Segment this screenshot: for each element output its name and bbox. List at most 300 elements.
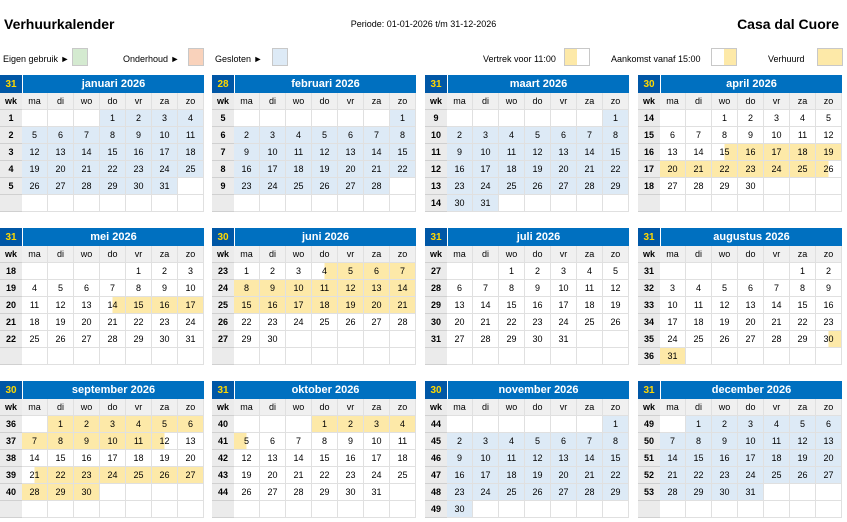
day-cell[interactable]: 31 xyxy=(660,348,686,365)
day-cell[interactable]: 18 xyxy=(499,161,525,178)
day-cell[interactable]: 9 xyxy=(738,127,764,144)
day-cell[interactable]: 21 xyxy=(74,161,100,178)
day-cell[interactable]: 15 xyxy=(48,450,74,467)
day-cell[interactable]: 8 xyxy=(234,280,260,297)
day-cell[interactable]: 18 xyxy=(390,450,416,467)
day-cell[interactable]: 14 xyxy=(100,297,126,314)
day-cell[interactable]: 6 xyxy=(338,127,364,144)
day-cell[interactable]: 4 xyxy=(390,416,416,433)
day-cell[interactable]: 12 xyxy=(525,144,551,161)
day-cell[interactable]: 21 xyxy=(286,467,312,484)
day-cell[interactable]: 18 xyxy=(499,467,525,484)
day-cell[interactable]: 23 xyxy=(234,178,260,195)
day-cell[interactable]: 27 xyxy=(816,467,842,484)
day-cell[interactable]: 30 xyxy=(338,484,364,501)
day-cell[interactable]: 6 xyxy=(178,416,204,433)
day-cell[interactable]: 11 xyxy=(577,280,603,297)
day-cell[interactable]: 22 xyxy=(499,314,525,331)
day-cell[interactable]: 24 xyxy=(551,314,577,331)
day-cell[interactable]: 19 xyxy=(22,161,48,178)
day-cell[interactable]: 18 xyxy=(312,297,338,314)
day-cell[interactable]: 17 xyxy=(473,467,499,484)
day-cell[interactable]: 1 xyxy=(390,110,416,127)
day-cell[interactable]: 31 xyxy=(473,195,499,212)
day-cell[interactable]: 4 xyxy=(499,433,525,450)
day-cell[interactable]: 12 xyxy=(338,280,364,297)
day-cell[interactable]: 26 xyxy=(816,161,842,178)
day-cell[interactable]: 3 xyxy=(660,280,686,297)
day-cell[interactable]: 6 xyxy=(48,127,74,144)
day-cell[interactable]: 21 xyxy=(577,161,603,178)
day-cell[interactable]: 9 xyxy=(447,144,473,161)
day-cell[interactable]: 4 xyxy=(126,416,152,433)
day-cell[interactable]: 28 xyxy=(74,178,100,195)
day-cell[interactable]: 11 xyxy=(22,297,48,314)
day-cell[interactable]: 20 xyxy=(551,161,577,178)
day-cell[interactable]: 8 xyxy=(499,280,525,297)
day-cell[interactable]: 3 xyxy=(152,110,178,127)
day-cell[interactable]: 17 xyxy=(738,450,764,467)
day-cell[interactable]: 2 xyxy=(74,416,100,433)
day-cell[interactable]: 12 xyxy=(603,280,629,297)
day-cell[interactable]: 24 xyxy=(152,161,178,178)
day-cell[interactable]: 19 xyxy=(712,314,738,331)
day-cell[interactable]: 17 xyxy=(100,450,126,467)
day-cell[interactable]: 14 xyxy=(660,450,686,467)
day-cell[interactable]: 25 xyxy=(686,331,712,348)
day-cell[interactable]: 6 xyxy=(551,127,577,144)
day-cell[interactable]: 6 xyxy=(738,280,764,297)
day-cell[interactable]: 24 xyxy=(286,314,312,331)
day-cell[interactable]: 20 xyxy=(660,161,686,178)
day-cell[interactable]: 2 xyxy=(525,263,551,280)
day-cell[interactable]: 19 xyxy=(525,467,551,484)
day-cell[interactable]: 17 xyxy=(473,161,499,178)
day-cell[interactable]: 13 xyxy=(738,297,764,314)
day-cell[interactable]: 5 xyxy=(790,416,816,433)
day-cell[interactable]: 23 xyxy=(126,161,152,178)
day-cell[interactable]: 6 xyxy=(660,127,686,144)
day-cell[interactable]: 4 xyxy=(286,127,312,144)
day-cell[interactable]: 23 xyxy=(338,467,364,484)
day-cell[interactable]: 12 xyxy=(525,450,551,467)
day-cell[interactable]: 24 xyxy=(738,467,764,484)
day-cell[interactable]: 26 xyxy=(603,314,629,331)
day-cell[interactable]: 7 xyxy=(764,280,790,297)
day-cell[interactable]: 19 xyxy=(312,161,338,178)
day-cell[interactable]: 17 xyxy=(551,297,577,314)
day-cell[interactable]: 19 xyxy=(234,467,260,484)
day-cell[interactable]: 20 xyxy=(447,314,473,331)
day-cell[interactable]: 4 xyxy=(790,110,816,127)
day-cell[interactable]: 22 xyxy=(234,314,260,331)
day-cell[interactable]: 10 xyxy=(178,280,204,297)
day-cell[interactable]: 1 xyxy=(790,263,816,280)
day-cell[interactable]: 10 xyxy=(100,433,126,450)
day-cell[interactable]: 28 xyxy=(686,178,712,195)
day-cell[interactable]: 14 xyxy=(577,144,603,161)
day-cell[interactable]: 5 xyxy=(338,263,364,280)
day-cell[interactable]: 4 xyxy=(312,263,338,280)
day-cell[interactable]: 10 xyxy=(473,144,499,161)
day-cell[interactable]: 9 xyxy=(816,280,842,297)
day-cell[interactable]: 21 xyxy=(100,314,126,331)
day-cell[interactable]: 29 xyxy=(712,178,738,195)
day-cell[interactable]: 25 xyxy=(312,314,338,331)
day-cell[interactable]: 15 xyxy=(686,450,712,467)
day-cell[interactable]: 24 xyxy=(178,314,204,331)
day-cell[interactable]: 21 xyxy=(364,161,390,178)
day-cell[interactable]: 12 xyxy=(790,433,816,450)
day-cell[interactable]: 27 xyxy=(74,331,100,348)
day-cell[interactable]: 10 xyxy=(260,144,286,161)
day-cell[interactable]: 26 xyxy=(338,314,364,331)
day-cell[interactable]: 27 xyxy=(551,484,577,501)
day-cell[interactable]: 10 xyxy=(764,127,790,144)
day-cell[interactable]: 27 xyxy=(551,178,577,195)
day-cell[interactable]: 9 xyxy=(74,433,100,450)
day-cell[interactable]: 26 xyxy=(48,331,74,348)
day-cell[interactable]: 9 xyxy=(260,280,286,297)
day-cell[interactable]: 6 xyxy=(816,416,842,433)
day-cell[interactable]: 12 xyxy=(234,450,260,467)
day-cell[interactable]: 2 xyxy=(738,110,764,127)
day-cell[interactable]: 29 xyxy=(499,331,525,348)
day-cell[interactable]: 15 xyxy=(100,144,126,161)
day-cell[interactable]: 1 xyxy=(48,416,74,433)
day-cell[interactable]: 19 xyxy=(152,450,178,467)
day-cell[interactable]: 2 xyxy=(447,127,473,144)
day-cell[interactable]: 30 xyxy=(152,331,178,348)
day-cell[interactable]: 29 xyxy=(603,178,629,195)
day-cell[interactable]: 25 xyxy=(390,467,416,484)
day-cell[interactable]: 16 xyxy=(260,297,286,314)
day-cell[interactable]: 16 xyxy=(447,161,473,178)
day-cell[interactable]: 22 xyxy=(390,161,416,178)
day-cell[interactable]: 30 xyxy=(447,195,473,212)
day-cell[interactable]: 24 xyxy=(764,161,790,178)
day-cell[interactable]: 21 xyxy=(22,467,48,484)
day-cell[interactable]: 12 xyxy=(312,144,338,161)
day-cell[interactable]: 27 xyxy=(260,484,286,501)
day-cell[interactable]: 8 xyxy=(126,280,152,297)
day-cell[interactable]: 13 xyxy=(260,450,286,467)
day-cell[interactable]: 17 xyxy=(286,297,312,314)
day-cell[interactable]: 23 xyxy=(447,484,473,501)
day-cell[interactable]: 7 xyxy=(286,433,312,450)
day-cell[interactable]: 13 xyxy=(660,144,686,161)
day-cell[interactable]: 16 xyxy=(338,450,364,467)
day-cell[interactable]: 17 xyxy=(178,297,204,314)
day-cell[interactable]: 31 xyxy=(738,484,764,501)
day-cell[interactable]: 28 xyxy=(390,314,416,331)
day-cell[interactable]: 22 xyxy=(312,467,338,484)
day-cell[interactable]: 15 xyxy=(603,450,629,467)
day-cell[interactable]: 7 xyxy=(100,280,126,297)
day-cell[interactable]: 30 xyxy=(447,501,473,518)
day-cell[interactable]: 28 xyxy=(473,331,499,348)
day-cell[interactable]: 4 xyxy=(499,127,525,144)
day-cell[interactable]: 29 xyxy=(126,331,152,348)
day-cell[interactable]: 23 xyxy=(525,314,551,331)
day-cell[interactable]: 7 xyxy=(390,263,416,280)
day-cell[interactable]: 2 xyxy=(234,127,260,144)
day-cell[interactable]: 13 xyxy=(447,297,473,314)
day-cell[interactable]: 3 xyxy=(364,416,390,433)
day-cell[interactable]: 20 xyxy=(738,314,764,331)
day-cell[interactable]: 15 xyxy=(603,144,629,161)
day-cell[interactable]: 28 xyxy=(286,484,312,501)
day-cell[interactable]: 31 xyxy=(551,331,577,348)
day-cell[interactable]: 31 xyxy=(178,331,204,348)
day-cell[interactable]: 27 xyxy=(48,178,74,195)
day-cell[interactable]: 29 xyxy=(790,331,816,348)
day-cell[interactable]: 26 xyxy=(312,178,338,195)
day-cell[interactable]: 4 xyxy=(22,280,48,297)
day-cell[interactable]: 16 xyxy=(152,297,178,314)
day-cell[interactable]: 4 xyxy=(764,416,790,433)
day-cell[interactable]: 22 xyxy=(790,314,816,331)
day-cell[interactable]: 7 xyxy=(473,280,499,297)
day-cell[interactable]: 1 xyxy=(499,263,525,280)
day-cell[interactable]: 5 xyxy=(603,263,629,280)
day-cell[interactable]: 15 xyxy=(126,297,152,314)
day-cell[interactable]: 4 xyxy=(686,280,712,297)
day-cell[interactable]: 25 xyxy=(286,178,312,195)
day-cell[interactable]: 19 xyxy=(790,450,816,467)
day-cell[interactable]: 7 xyxy=(22,433,48,450)
day-cell[interactable]: 7 xyxy=(74,127,100,144)
day-cell[interactable]: 16 xyxy=(712,450,738,467)
day-cell[interactable]: 28 xyxy=(100,331,126,348)
day-cell[interactable]: 2 xyxy=(447,433,473,450)
day-cell[interactable]: 22 xyxy=(48,467,74,484)
day-cell[interactable]: 23 xyxy=(816,314,842,331)
day-cell[interactable]: 8 xyxy=(100,127,126,144)
day-cell[interactable]: 11 xyxy=(499,450,525,467)
day-cell[interactable]: 15 xyxy=(390,144,416,161)
day-cell[interactable]: 29 xyxy=(686,484,712,501)
day-cell[interactable]: 27 xyxy=(338,178,364,195)
day-cell[interactable]: 25 xyxy=(178,161,204,178)
day-cell[interactable]: 18 xyxy=(126,450,152,467)
day-cell[interactable]: 26 xyxy=(790,467,816,484)
day-cell[interactable]: 27 xyxy=(447,331,473,348)
day-cell[interactable]: 20 xyxy=(364,297,390,314)
day-cell[interactable]: 11 xyxy=(126,433,152,450)
day-cell[interactable]: 4 xyxy=(178,110,204,127)
day-cell[interactable]: 2 xyxy=(712,416,738,433)
day-cell[interactable]: 9 xyxy=(126,127,152,144)
day-cell[interactable]: 13 xyxy=(364,280,390,297)
day-cell[interactable]: 3 xyxy=(100,416,126,433)
day-cell[interactable]: 1 xyxy=(603,416,629,433)
day-cell[interactable]: 3 xyxy=(260,127,286,144)
day-cell[interactable]: 21 xyxy=(577,467,603,484)
day-cell[interactable]: 8 xyxy=(790,280,816,297)
day-cell[interactable]: 18 xyxy=(22,314,48,331)
day-cell[interactable]: 3 xyxy=(473,433,499,450)
day-cell[interactable]: 1 xyxy=(712,110,738,127)
day-cell[interactable]: 9 xyxy=(447,450,473,467)
day-cell[interactable]: 14 xyxy=(390,280,416,297)
day-cell[interactable]: 22 xyxy=(603,467,629,484)
day-cell[interactable]: 26 xyxy=(234,484,260,501)
day-cell[interactable]: 25 xyxy=(22,331,48,348)
day-cell[interactable]: 30 xyxy=(126,178,152,195)
day-cell[interactable]: 8 xyxy=(686,433,712,450)
day-cell[interactable]: 4 xyxy=(577,263,603,280)
day-cell[interactable]: 20 xyxy=(74,314,100,331)
day-cell[interactable]: 14 xyxy=(364,144,390,161)
day-cell[interactable]: 24 xyxy=(260,178,286,195)
day-cell[interactable]: 9 xyxy=(234,144,260,161)
day-cell[interactable]: 29 xyxy=(48,484,74,501)
day-cell[interactable]: 5 xyxy=(312,127,338,144)
day-cell[interactable]: 3 xyxy=(178,263,204,280)
day-cell[interactable]: 21 xyxy=(764,314,790,331)
day-cell[interactable]: 18 xyxy=(686,314,712,331)
day-cell[interactable]: 22 xyxy=(686,467,712,484)
day-cell[interactable]: 7 xyxy=(686,127,712,144)
day-cell[interactable]: 1 xyxy=(126,263,152,280)
day-cell[interactable]: 2 xyxy=(338,416,364,433)
day-cell[interactable]: 28 xyxy=(764,331,790,348)
day-cell[interactable]: 14 xyxy=(764,297,790,314)
day-cell[interactable]: 8 xyxy=(390,127,416,144)
day-cell[interactable]: 11 xyxy=(286,144,312,161)
day-cell[interactable]: 22 xyxy=(100,161,126,178)
day-cell[interactable]: 10 xyxy=(738,433,764,450)
day-cell[interactable]: 19 xyxy=(603,297,629,314)
day-cell[interactable]: 2 xyxy=(260,263,286,280)
day-cell[interactable]: 28 xyxy=(364,178,390,195)
day-cell[interactable]: 12 xyxy=(48,297,74,314)
day-cell[interactable]: 11 xyxy=(686,297,712,314)
day-cell[interactable]: 17 xyxy=(764,144,790,161)
day-cell[interactable]: 15 xyxy=(499,297,525,314)
day-cell[interactable]: 11 xyxy=(790,127,816,144)
day-cell[interactable]: 17 xyxy=(660,314,686,331)
day-cell[interactable]: 18 xyxy=(577,297,603,314)
day-cell[interactable]: 1 xyxy=(686,416,712,433)
day-cell[interactable]: 25 xyxy=(577,314,603,331)
day-cell[interactable]: 7 xyxy=(577,433,603,450)
day-cell[interactable]: 14 xyxy=(686,144,712,161)
day-cell[interactable]: 10 xyxy=(364,433,390,450)
day-cell[interactable]: 13 xyxy=(816,433,842,450)
day-cell[interactable]: 8 xyxy=(603,127,629,144)
day-cell[interactable]: 12 xyxy=(22,144,48,161)
day-cell[interactable]: 20 xyxy=(551,467,577,484)
day-cell[interactable]: 24 xyxy=(364,467,390,484)
day-cell[interactable]: 17 xyxy=(260,161,286,178)
day-cell[interactable]: 8 xyxy=(712,127,738,144)
day-cell[interactable]: 27 xyxy=(660,178,686,195)
day-cell[interactable]: 29 xyxy=(100,178,126,195)
day-cell[interactable]: 18 xyxy=(178,144,204,161)
day-cell[interactable]: 16 xyxy=(816,297,842,314)
day-cell[interactable]: 10 xyxy=(286,280,312,297)
day-cell[interactable]: 19 xyxy=(525,161,551,178)
day-cell[interactable]: 23 xyxy=(74,467,100,484)
day-cell[interactable]: 2 xyxy=(152,263,178,280)
day-cell[interactable]: 25 xyxy=(126,467,152,484)
day-cell[interactable]: 15 xyxy=(790,297,816,314)
day-cell[interactable]: 5 xyxy=(712,280,738,297)
day-cell[interactable]: 18 xyxy=(764,450,790,467)
day-cell[interactable]: 14 xyxy=(577,450,603,467)
day-cell[interactable]: 17 xyxy=(364,450,390,467)
day-cell[interactable]: 15 xyxy=(712,144,738,161)
day-cell[interactable]: 8 xyxy=(312,433,338,450)
day-cell[interactable]: 7 xyxy=(364,127,390,144)
day-cell[interactable]: 15 xyxy=(312,450,338,467)
day-cell[interactable]: 6 xyxy=(364,263,390,280)
day-cell[interactable]: 8 xyxy=(48,433,74,450)
day-cell[interactable]: 22 xyxy=(712,161,738,178)
day-cell[interactable]: 9 xyxy=(338,433,364,450)
day-cell[interactable]: 23 xyxy=(712,467,738,484)
day-cell[interactable]: 14 xyxy=(74,144,100,161)
day-cell[interactable]: 8 xyxy=(603,433,629,450)
day-cell[interactable]: 18 xyxy=(286,161,312,178)
day-cell[interactable]: 23 xyxy=(152,314,178,331)
day-cell[interactable]: 10 xyxy=(660,297,686,314)
day-cell[interactable]: 3 xyxy=(286,263,312,280)
day-cell[interactable]: 11 xyxy=(312,280,338,297)
day-cell[interactable]: 7 xyxy=(577,127,603,144)
day-cell[interactable]: 20 xyxy=(178,450,204,467)
day-cell[interactable]: 6 xyxy=(260,433,286,450)
day-cell[interactable]: 25 xyxy=(790,161,816,178)
day-cell[interactable]: 20 xyxy=(260,467,286,484)
day-cell[interactable]: 15 xyxy=(234,297,260,314)
day-cell[interactable]: 29 xyxy=(603,484,629,501)
day-cell[interactable]: 21 xyxy=(660,467,686,484)
day-cell[interactable]: 1 xyxy=(603,110,629,127)
day-cell[interactable]: 25 xyxy=(499,178,525,195)
day-cell[interactable]: 14 xyxy=(22,450,48,467)
day-cell[interactable]: 16 xyxy=(126,144,152,161)
day-cell[interactable]: 6 xyxy=(447,280,473,297)
day-cell[interactable]: 13 xyxy=(551,450,577,467)
day-cell[interactable]: 9 xyxy=(712,433,738,450)
day-cell[interactable]: 26 xyxy=(525,178,551,195)
day-cell[interactable]: 11 xyxy=(499,144,525,161)
day-cell[interactable]: 26 xyxy=(22,178,48,195)
day-cell[interactable]: 24 xyxy=(660,331,686,348)
day-cell[interactable]: 24 xyxy=(473,484,499,501)
day-cell[interactable]: 3 xyxy=(764,110,790,127)
day-cell[interactable]: 22 xyxy=(126,314,152,331)
day-cell[interactable]: 30 xyxy=(260,331,286,348)
day-cell[interactable]: 10 xyxy=(551,280,577,297)
day-cell[interactable]: 16 xyxy=(447,467,473,484)
day-cell[interactable]: 2 xyxy=(126,110,152,127)
day-cell[interactable]: 14 xyxy=(473,297,499,314)
day-cell[interactable]: 23 xyxy=(447,178,473,195)
day-cell[interactable]: 25 xyxy=(499,484,525,501)
day-cell[interactable]: 28 xyxy=(577,484,603,501)
day-cell[interactable]: 5 xyxy=(48,280,74,297)
day-cell[interactable]: 2 xyxy=(816,263,842,280)
day-cell[interactable]: 16 xyxy=(525,297,551,314)
day-cell[interactable]: 28 xyxy=(577,178,603,195)
day-cell[interactable]: 21 xyxy=(473,314,499,331)
day-cell[interactable]: 18 xyxy=(790,144,816,161)
day-cell[interactable]: 1 xyxy=(312,416,338,433)
